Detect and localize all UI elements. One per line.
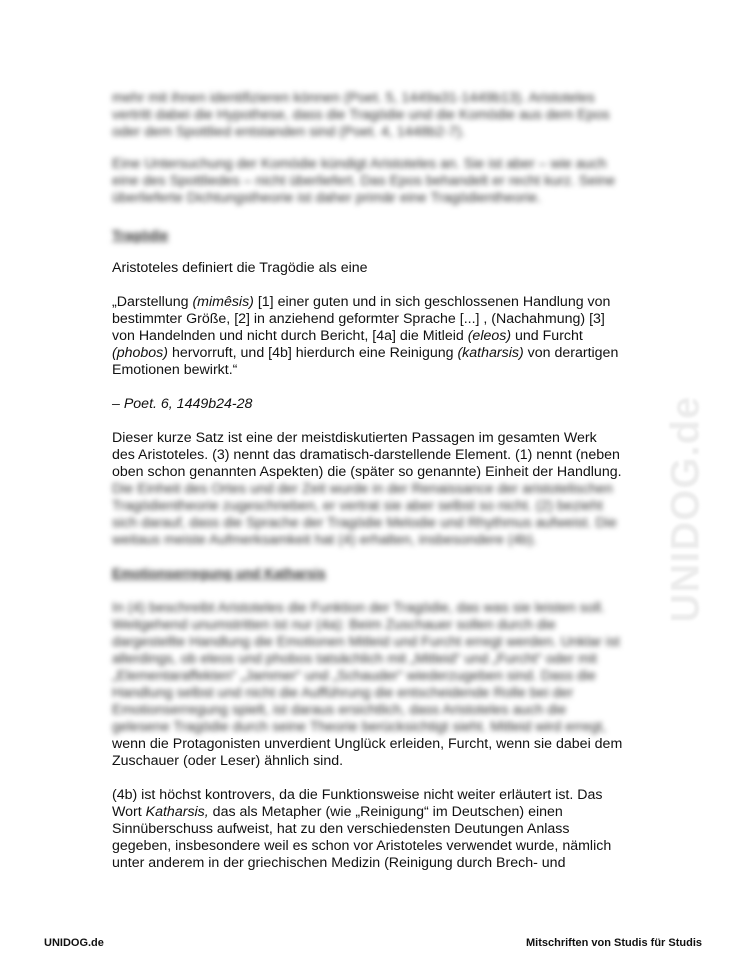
text-line: allerdings, ob eleos und phobos tatsächlich mit „Mitleid“ und „Furcht“ oder mit [112, 651, 597, 667]
text-line: wenn die Protagonisten unverdient Unglück erleiden, Furcht, wenn sie dabei dem [112, 736, 623, 752]
text-line: gelesene Tragödie durch seine Theorie berücksichtigt sieht. Mitleid wird erregt, [112, 719, 607, 735]
text-line: oder dem Spottlied entstanden sind (Poet. 4, 1448b2-7). [112, 124, 466, 140]
text-line: Sinnüberschuss aufweist, hat zu den verschiedensten Deutungen Anlass [112, 821, 570, 837]
quote-line-2: bestimmter Größe, [2] in anziehend geformter Sprache [...] , (Nachahmung) [3] [112, 311, 605, 327]
text-line: Emotionserregung spielt, ist daraus ersichtlich, dass Aristoteles auch die [112, 702, 567, 718]
quote-line-4: (phobos) hervorruft, und [4b] hierdurch eine Reinigung (katharsis) von derartigen [112, 345, 619, 361]
text-line: sich darauf, dass die Sprache der Tragödie Melodie und Rhythmus aufweist. Die [112, 515, 617, 531]
text-line: oben schon genannten Aspekten) die (später so genannte) Einheit der Handlung. [112, 464, 622, 480]
text-line: unter anderem in der griechischen Medizin (Reinigung durch Brech- und [112, 855, 566, 871]
footer-brand: UNIDOG.de [44, 937, 104, 949]
paragraph-5 [112, 787, 652, 872]
definition-quote [112, 294, 652, 379]
text-line: Zuschauer (oder Leser) ähnlich sind. [112, 753, 344, 769]
paragraph-4-clear [112, 736, 652, 770]
text-line: Handlung selbst und nicht die Aufführung die entscheidende Rolle bei der [112, 685, 574, 701]
paragraph-3-blurred [112, 481, 642, 549]
text-line: (4b) ist höchst kontrovers, da die Funktionsweise nicht weiter erläutert ist. Das [112, 787, 603, 803]
intro-line: Aristoteles definiert die Tragödie als eine [112, 260, 368, 276]
paragraph-3-clear [112, 430, 652, 481]
citation: – Poet. 6, 1449b24-28 [112, 396, 253, 412]
quote-line-5: Emotionen bewirkt.“ [112, 362, 238, 378]
text-line: „Elementaraffekten“ „Jammer“ und „Schauder“ wiederzugeben sind. Dass die [112, 668, 596, 684]
paragraph-4-blurred [112, 600, 642, 736]
text-line: gegeben, insbesondere weil es schon vor Aristoteles verwendet wurde, nämlich [112, 838, 612, 854]
text-line: eine des Spottliedes – nicht überliefert. Das Epos behandelt er recht kurz. Seine [112, 173, 616, 189]
text-line: Dieser kurze Satz ist eine der meistdiskutierten Passagen im gesamten Werk [112, 430, 597, 446]
text-line: weitaus meiste Aufmerksamkeit hat (4) erhalten, insbesondere (4b). [112, 532, 538, 548]
text-line: des Aristoteles. (3) nennt das dramatisch-darstellende Element. (1) nennt (neben [112, 447, 620, 463]
heading-emotionserregung: Emotionserregung und Katharsis [112, 566, 326, 581]
blurred-paragraph-2 [112, 156, 642, 207]
text-line: dargestellte Handlung die Emotionen Mitleid und Furcht erregt werden. Unklar ist [112, 634, 620, 650]
text-line: mehr mit ihnen identifizieren können (Poet. 5, 1449a31-1449b13). Aristoteles [112, 90, 595, 106]
text-line: Weitgehend unumstritten ist nur (4a): Beim Zuschauer sollen durch die [112, 617, 556, 633]
text-line: Wort Katharsis, das als Metapher (wie „Reinigung“ im Deutschen) einen [112, 804, 563, 820]
text-line: Die Einheit des Ortes und der Zeit wurde in der Renaissance der aristotelischen [112, 481, 613, 497]
text-line: Tragödientheorie zugeschrieben, er vertrat sie aber selbst so nicht. (2) bezieht [112, 498, 603, 514]
quote-line-1: „Darstellung (mimêsis) [1] einer guten und in sich geschlossenen Handlung von [112, 294, 611, 310]
unidog-watermark: UNIDOG.de [663, 395, 708, 623]
text-line: überlieferte Dichtungstheorie ist daher primär eine Tragödientheorie. [112, 190, 542, 206]
text-line: vertritt dabei die Hypothese, dass die Tragödie und die Komödie aus dem Epos [112, 107, 610, 123]
footer-tagline: Mitschriften von Studis für Studis [525, 937, 702, 949]
text-line: Eine Untersuchung der Komödie kündigt Aristoteles an. Sie ist aber – wie auch [112, 156, 607, 172]
quote-line-3: von Handelnden und nicht durch Bericht, [4a] die Mitleid (eleos) und Furcht [112, 328, 583, 344]
heading-tragoedie: Tragödie [112, 228, 169, 243]
blurred-intro-paragraph [112, 90, 642, 141]
text-line: In (4) beschreibt Aristoteles die Funktion der Tragödie, das was sie leisten soll. [112, 600, 605, 616]
